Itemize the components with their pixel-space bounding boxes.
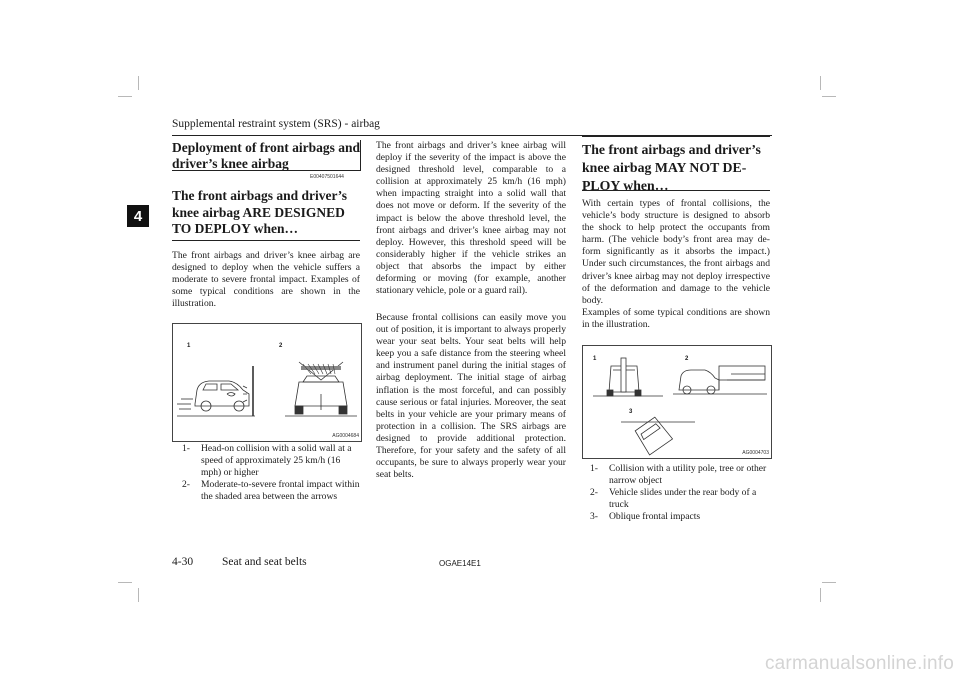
crop-mark <box>822 96 836 97</box>
middle-paragraph-2: Because frontal collisions can easily move you out of position, it is important to always properly wear your seat belts. Your seat belts will help keep you a safe distance from the steering wheel and instrument panel during the initial stages of airbag deployment. The initial stage of airbag inflation is the most forceful, and can possibly cause serious or fatal injuries. Moreover, the seat belts in your vehicle are your primary means of protection in a collision. The SRS airbags are designed to provide additional protection. Therefore, for your safety and the safety of all occupants, be sure to always properly wear your seat belts. <box>376 312 566 481</box>
list-item: 2- Vehicle slides under the rear body of a truck <box>590 487 757 511</box>
crop-mark <box>118 96 132 97</box>
figure-code: AG0004684 <box>332 433 359 439</box>
no-deploy-illustration-drawing <box>583 346 771 458</box>
heading-rule <box>582 190 770 191</box>
figure-label: 2 <box>685 356 689 362</box>
list-item: 1- Collision with a utility pole, tree or other narrow object <box>590 463 767 487</box>
middle-paragraph-1: The front airbags and driver’s knee airbag will deploy if the severity of the impact is above the designed threshold level, comparable to a collision at approximately 25 km/h (16 mph) when impacting straight into a solid wall that does not move or deform. If the severity of the impact is below the above threshold level, the front airbags and driver’s knee airbag may not deploy. However, this threshold speed will be considerably higher if the vehicle strikes an object that absorbs the impact by either deforming or moving (for example, another stationary vehicle, pole or a guard rail). <box>376 140 566 297</box>
figure-label: 1 <box>593 356 597 362</box>
running-header: Supplemental restraint system (SRS) - airbag <box>172 118 380 130</box>
list-item: 2- Moderate-to-severe frontal impact within the shaded area between the arrows <box>182 479 360 503</box>
right-caption-list <box>590 463 772 523</box>
list-item: 1- Head-on collision with a solid wall at a speed of approximately 25 km/h (16 mph) or higher <box>182 443 352 479</box>
right-paragraph-2: Examples of some typical conditions are shown in the illustration. <box>582 307 770 331</box>
page-number: 4-30 <box>172 556 194 568</box>
left-heading: The front airbags and driver’s knee airbag ARE DESIGNED TO DEPLOY when… <box>172 188 347 236</box>
figure-label: 1 <box>187 343 191 349</box>
watermark: carmanualsonline.info <box>764 653 954 674</box>
left-caption-list <box>182 443 360 503</box>
crop-mark <box>820 588 821 602</box>
right-paragraph-1: With certain types of frontal collisions, the vehicle’s body structure is designed to absorb the shock to help protect the occupants from harm. (The vehicle body’s front area may deform significantly as it absorbs the impact.) Under such circumstances, the front airbags and driver’s knee airbag may not deploy irrespective of the deformation and damage to the vehicle body. <box>582 198 770 306</box>
deploy-illustration-drawing <box>173 324 361 441</box>
no-deploy-illustration <box>582 345 772 459</box>
crop-mark <box>138 588 139 602</box>
crop-mark <box>822 582 836 583</box>
footer-code: OGAE14E1 <box>439 559 481 568</box>
heading-rule <box>172 240 360 241</box>
right-heading: The front airbags and driver’s knee airbag MAY NOT DEPLOY when… <box>582 142 761 193</box>
section-box-title: Deployment of front airbags and driver’s knee airbag <box>172 140 361 171</box>
figure-label: 2 <box>279 343 283 349</box>
figure-label: 3 <box>629 409 633 415</box>
chapter-tab: 4 <box>127 205 149 227</box>
crop-mark <box>118 582 132 583</box>
deploy-illustration <box>172 323 362 442</box>
section-code: E00407501644 <box>310 174 344 180</box>
left-paragraph: The front airbags and driver’s knee airbag are designed to deploy when the vehicle suffers a moderate to severe frontal impact. Examples of some typical conditions are shown in the illustration. <box>172 250 360 310</box>
crop-mark <box>820 76 821 90</box>
list-item: 3- Oblique frontal impacts <box>590 511 701 523</box>
figure-code: AG0004703 <box>742 450 769 456</box>
heading-rule <box>582 136 770 137</box>
crop-mark <box>138 76 139 90</box>
footer-section: Seat and seat belts <box>222 556 307 568</box>
